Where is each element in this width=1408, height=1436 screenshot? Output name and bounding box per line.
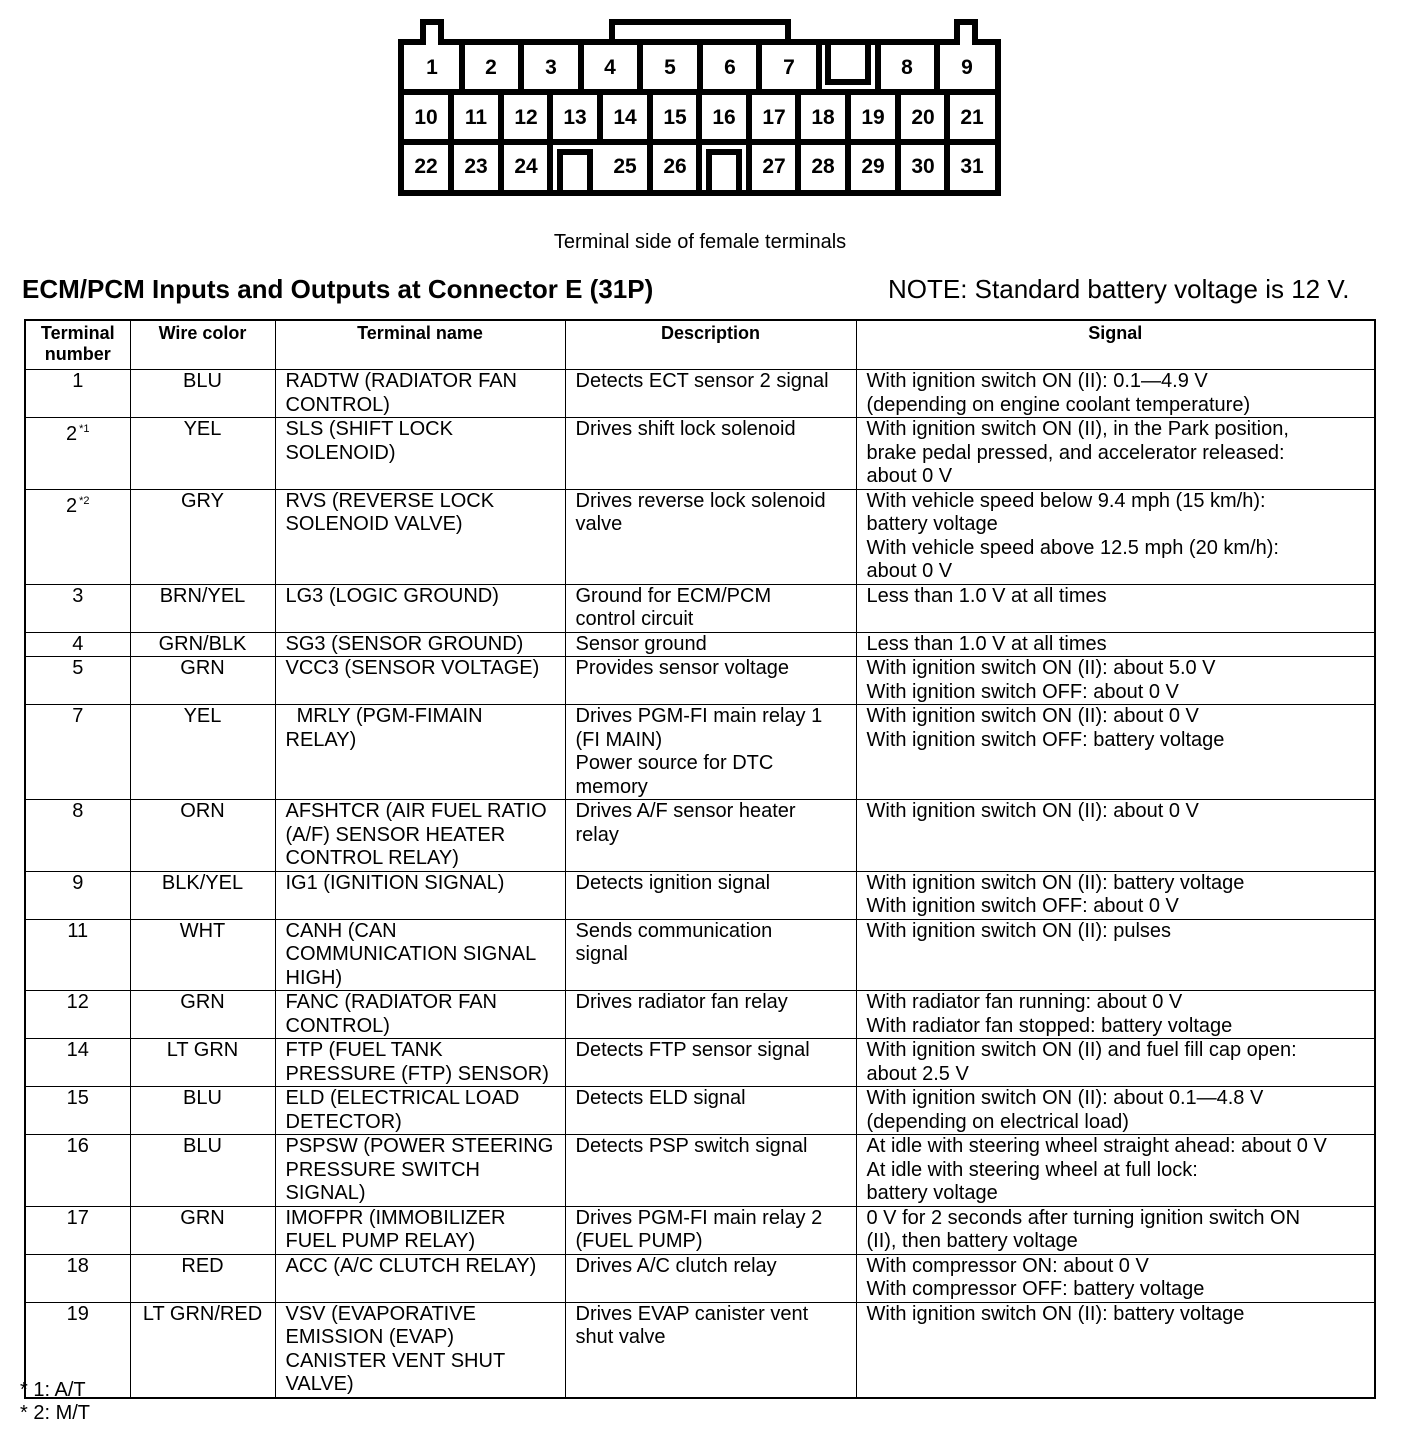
- header-signal: Signal: [856, 320, 1375, 370]
- table-row: [25, 584, 1375, 632]
- signal-cell: With compressor ON: about 0 V With compressor OFF: battery voltage: [856, 1254, 1375, 1302]
- table-row: [25, 1039, 1375, 1087]
- wire-color-cell: YEL: [130, 418, 275, 490]
- terminal-28: 28: [811, 155, 835, 178]
- wire-color-cell: GRN: [130, 657, 275, 705]
- description-cell: Ground for ECM/PCM control circuit: [565, 584, 856, 632]
- signal-cell: With ignition switch ON (II): 0.1—4.9 V (depending on engine coolant temperature): [856, 370, 1375, 418]
- terminal-9: 9: [961, 56, 973, 79]
- terminal-number-cell: 12: [25, 991, 130, 1039]
- signal-cell: With ignition switch ON (II) and fuel fill cap open: about 2.5 V: [856, 1039, 1375, 1087]
- terminal-26: 26: [663, 155, 687, 178]
- wire-color-cell: GRN: [130, 991, 275, 1039]
- signal-cell: With ignition switch ON (II): about 0 V: [856, 800, 1375, 872]
- description-cell: Drives PGM-FI main relay 2 (FUEL PUMP): [565, 1206, 856, 1254]
- terminal-name-cell: CANH (CAN COMMUNICATION SIGNAL HIGH): [275, 919, 565, 991]
- terminal-31: 31: [960, 155, 984, 178]
- table-row: [25, 705, 1375, 800]
- terminal-22: 22: [414, 155, 438, 178]
- table-row: [25, 657, 1375, 705]
- terminal-2: 2: [485, 56, 497, 79]
- terminal-name-cell: ELD (ELECTRICAL LOAD DETECTOR): [275, 1087, 565, 1135]
- table-row: [25, 418, 1375, 490]
- terminal-7: 7: [783, 56, 795, 79]
- terminal-name-cell: FANC (RADIATOR FAN CONTROL): [275, 991, 565, 1039]
- signal-cell: Less than 1.0 V at all times: [856, 632, 1375, 657]
- signal-cell: Less than 1.0 V at all times: [856, 584, 1375, 632]
- terminal-number-cell: 1: [25, 370, 130, 418]
- terminal-14: 14: [613, 106, 637, 129]
- terminal-name-cell: IG1 (IGNITION SIGNAL): [275, 871, 565, 919]
- description-cell: Detects ignition signal: [565, 871, 856, 919]
- terminal-name-cell: VSV (EVAPORATIVE EMISSION (EVAP) CANISTER VENT SHUT VALVE): [275, 1302, 565, 1398]
- terminal-number-cell: 9: [25, 871, 130, 919]
- terminal-number-cell: 15: [25, 1087, 130, 1135]
- terminal-number-cell: 14: [25, 1039, 130, 1087]
- wire-color-cell: LT GRN: [130, 1039, 275, 1087]
- description-cell: Sends communication signal: [565, 919, 856, 991]
- signal-cell: With ignition switch ON (II): about 0.1—4.8 V (depending on electrical load): [856, 1087, 1375, 1135]
- signal-cell: With vehicle speed below 9.4 mph (15 km/h): battery voltage With vehicle speed above 12.5 mph (20 km/h): about 0 V: [856, 489, 1375, 584]
- terminal-4: 4: [604, 56, 616, 79]
- terminal-18: 18: [811, 106, 835, 129]
- table-row: [25, 489, 1375, 584]
- wire-color-cell: WHT: [130, 919, 275, 991]
- terminal-16: 16: [712, 106, 736, 129]
- terminal-1: 1: [426, 56, 438, 79]
- table-row: [25, 800, 1375, 872]
- description-cell: Detects ELD signal: [565, 1087, 856, 1135]
- footnote-2: * 2: M/T: [20, 1402, 91, 1424]
- table-row: [25, 1254, 1375, 1302]
- wire-color-cell: ORN: [130, 800, 275, 872]
- wire-color-cell: GRY: [130, 489, 275, 584]
- description-cell: Drives A/F sensor heater relay: [565, 800, 856, 872]
- description-cell: Drives shift lock solenoid: [565, 418, 856, 490]
- description-cell: Drives EVAP canister vent shut valve: [565, 1302, 856, 1398]
- wire-color-cell: BLU: [130, 1087, 275, 1135]
- description-cell: Detects PSP switch signal: [565, 1135, 856, 1207]
- connector-caption: Terminal side of female terminals: [553, 231, 847, 253]
- table-row: [25, 1087, 1375, 1135]
- wire-color-cell: LT GRN/RED: [130, 1302, 275, 1398]
- terminal-27: 27: [762, 155, 786, 178]
- terminal-21: 21: [960, 106, 984, 129]
- terminal-name-cell: RVS (REVERSE LOCK SOLENOID VALVE): [275, 489, 565, 584]
- terminal-number-cell: 2 $^{*2}$: [25, 489, 130, 584]
- table-row: [25, 632, 1375, 657]
- terminal-number-cell: 8: [25, 800, 130, 872]
- wire-color-cell: BLK/YEL: [130, 871, 275, 919]
- io-table: [24, 319, 1376, 1399]
- terminal-number-cell: 4: [25, 632, 130, 657]
- header-wire-color: Wire color: [130, 320, 275, 370]
- description-cell: Sensor ground: [565, 632, 856, 657]
- terminal-30: 30: [911, 155, 935, 178]
- terminal-29: 29: [861, 155, 885, 178]
- header-description: Description: [565, 320, 856, 370]
- header-terminal-name: Terminal name: [275, 320, 565, 370]
- description-cell: Provides sensor voltage: [565, 657, 856, 705]
- table-row: [25, 919, 1375, 991]
- footnotes: [20, 1379, 90, 1425]
- description-cell: Detects FTP sensor signal: [565, 1039, 856, 1087]
- table-header-row: [25, 320, 1375, 370]
- terminal-20: 20: [911, 106, 935, 129]
- terminal-10: 10: [414, 106, 438, 129]
- wire-color-cell: BLU: [130, 1135, 275, 1207]
- description-cell: Drives A/C clutch relay: [565, 1254, 856, 1302]
- wire-color-cell: GRN: [130, 1206, 275, 1254]
- table-row: [25, 370, 1375, 418]
- signal-cell: At idle with steering wheel straight ahead: about 0 V At idle with steering wheel at full lock: battery voltage: [856, 1135, 1375, 1207]
- signal-cell: With radiator fan running: about 0 V With radiator fan stopped: battery voltage: [856, 991, 1375, 1039]
- terminal-3: 3: [545, 56, 557, 79]
- terminal-6: 6: [724, 56, 736, 79]
- signal-cell: With ignition switch ON (II): about 5.0 V With ignition switch OFF: about 0 V: [856, 657, 1375, 705]
- battery-note: NOTE: Standard battery voltage is 12 V.: [888, 274, 1350, 304]
- page-title: ECM/PCM Inputs and Outputs at Connector E (31P): [22, 274, 654, 304]
- signal-cell: With ignition switch ON (II): battery voltage: [856, 1302, 1375, 1398]
- terminal-name-cell: SLS (SHIFT LOCK SOLENOID): [275, 418, 565, 490]
- terminal-name-cell: ACC (A/C CLUTCH RELAY): [275, 1254, 565, 1302]
- terminal-number-cell: 18: [25, 1254, 130, 1302]
- terminal-number-cell: 11: [25, 919, 130, 991]
- description-cell: Drives PGM-FI main relay 1 (FI MAIN) Power source for DTC memory: [565, 705, 856, 800]
- description-cell: Drives radiator fan relay: [565, 991, 856, 1039]
- terminal-13: 13: [563, 106, 587, 129]
- terminal-8: 8: [901, 56, 913, 79]
- terminal-number-cell: 7: [25, 705, 130, 800]
- signal-cell: With ignition switch ON (II): battery voltage With ignition switch OFF: about 0 V: [856, 871, 1375, 919]
- terminal-name-cell: FTP (FUEL TANK PRESSURE (FTP) SENSOR): [275, 1039, 565, 1087]
- signal-cell: With ignition switch ON (II): pulses: [856, 919, 1375, 991]
- table-row: [25, 991, 1375, 1039]
- terminal-15: 15: [663, 106, 687, 129]
- wire-color-cell: BRN/YEL: [130, 584, 275, 632]
- terminal-12: 12: [514, 106, 538, 129]
- signal-cell: 0 V for 2 seconds after turning ignition switch ON (II), then battery voltage: [856, 1206, 1375, 1254]
- terminal-17: 17: [762, 106, 786, 129]
- table-row: [25, 1206, 1375, 1254]
- terminal-number-cell: 2 $^{*1}$: [25, 418, 130, 490]
- wire-color-cell: GRN/BLK: [130, 632, 275, 657]
- terminal-number-cell: 19: [25, 1302, 130, 1398]
- description-cell: Detects ECT sensor 2 signal: [565, 370, 856, 418]
- connector-diagram: [0, 0, 1408, 200]
- wire-color-cell: BLU: [130, 370, 275, 418]
- footnote-1: * 1: A/T: [20, 1379, 86, 1401]
- wire-color-cell: YEL: [130, 705, 275, 800]
- terminal-23: 23: [464, 155, 488, 178]
- terminal-number-cell: 16: [25, 1135, 130, 1207]
- terminal-name-cell: MRLY (PGM-FIMAIN RELAY): [275, 705, 565, 800]
- terminal-name-cell: PSPSW (POWER STEERING PRESSURE SWITCH SIGNAL): [275, 1135, 565, 1207]
- terminal-24: 24: [514, 155, 538, 178]
- terminal-5: 5: [664, 56, 676, 79]
- terminal-19: 19: [861, 106, 885, 129]
- terminal-name-cell: IMOFPR (IMMOBILIZER FUEL PUMP RELAY): [275, 1206, 565, 1254]
- table-row: [25, 1135, 1375, 1207]
- table-row: [25, 871, 1375, 919]
- terminal-number-cell: 3: [25, 584, 130, 632]
- terminal-25: 25: [613, 155, 637, 178]
- wire-color-cell: RED: [130, 1254, 275, 1302]
- signal-cell: With ignition switch ON (II): about 0 V With ignition switch OFF: battery voltage: [856, 705, 1375, 800]
- terminal-name-cell: AFSHTCR (AIR FUEL RATIO (A/F) SENSOR HEATER CONTROL RELAY): [275, 800, 565, 872]
- terminal-name-cell: LG3 (LOGIC GROUND): [275, 584, 565, 632]
- terminal-11: 11: [464, 106, 488, 129]
- terminal-number-cell: 5: [25, 657, 130, 705]
- header-terminal-number: Terminal number: [25, 320, 130, 370]
- terminal-number-cell: 17: [25, 1206, 130, 1254]
- signal-cell: With ignition switch ON (II), in the Park position, brake pedal pressed, and accelerator released: about 0 V: [856, 418, 1375, 490]
- description-cell: Drives reverse lock solenoid valve: [565, 489, 856, 584]
- terminal-name-cell: RADTW (RADIATOR FAN CONTROL): [275, 370, 565, 418]
- terminal-name-cell: SG3 (SENSOR GROUND): [275, 632, 565, 657]
- table-row: [25, 1302, 1375, 1398]
- terminal-name-cell: VCC3 (SENSOR VOLTAGE): [275, 657, 565, 705]
